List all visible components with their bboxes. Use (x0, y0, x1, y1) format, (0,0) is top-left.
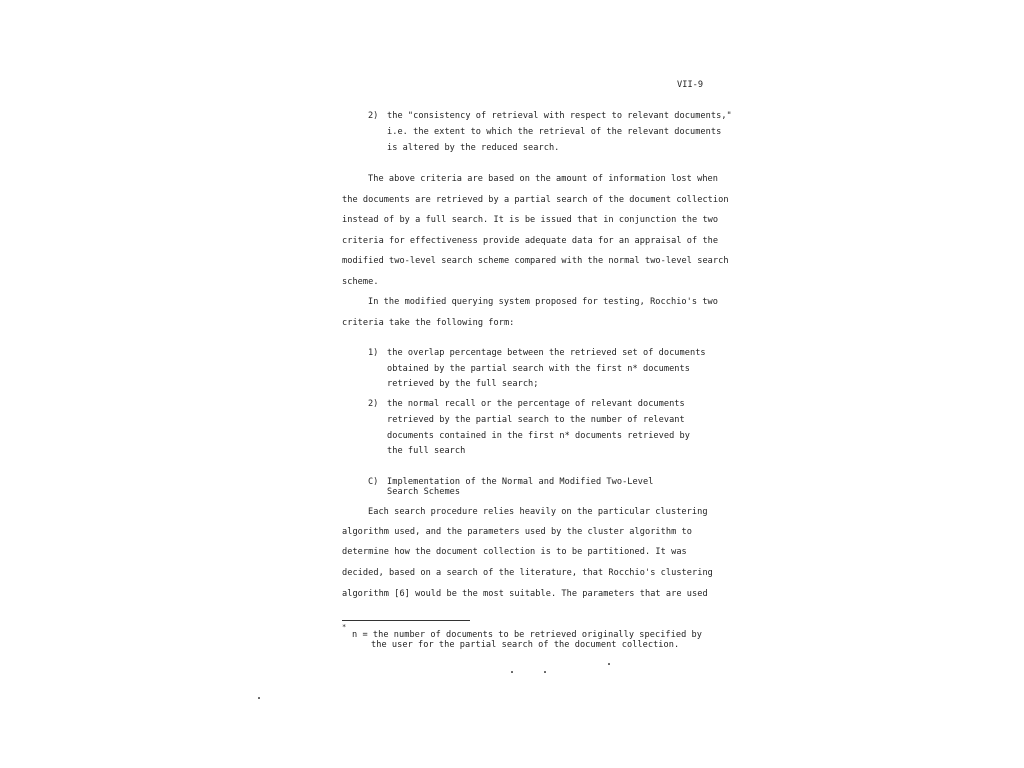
paragraph-line: criteria take the following form: (342, 318, 515, 328)
paragraph-line: modified two-level search scheme compared with the normal two-level search (342, 256, 729, 266)
paragraph-line: algorithm [6] would be the most suitable. The parameters that are used (342, 589, 708, 599)
scan-speck (258, 697, 260, 699)
paragraph-line: determine how the document collection is to be partitioned. It was (342, 547, 687, 557)
footnote-rule (342, 620, 470, 621)
section-title-line: Search Schemes (387, 487, 461, 497)
section-title-line: Implementation of the Normal and Modified Two-Level (387, 477, 654, 487)
list-item-line: the normal recall or the percentage of relevant documents (387, 399, 685, 409)
paragraph-line: The above criteria are based on the amount of information lost when (368, 174, 718, 184)
paragraph-line: Each search procedure relies heavily on the particular clustering (368, 507, 708, 517)
item-2-line: is altered by the reduced search. (387, 143, 560, 153)
scan-speck (544, 671, 546, 673)
item-2-line: the "consistency of retrieval with respect to relevant documents," (387, 111, 732, 121)
paragraph-line: instead of by a full search. It is be issued that in conjunction the two (342, 215, 719, 225)
page-number: VII-9 (677, 80, 704, 90)
list-item-2-number: 2) (368, 399, 379, 409)
paragraph-line: criteria for effectiveness provide adequate data for an appraisal of the (342, 236, 719, 246)
footnote-line: the user for the partial search of the document collection. (371, 640, 680, 650)
scan-speck (608, 663, 610, 665)
paragraph-line: decided, based on a search of the literature, that Rocchio's clustering (342, 568, 713, 578)
paragraph-line: the documents are retrieved by a partial search of the document collection (342, 195, 729, 205)
list-item-line: the full search (387, 446, 466, 456)
item-2-number: 2) (368, 111, 379, 121)
item-2-line: i.e. the extent to which the retrieval of the relevant documents (387, 127, 722, 137)
paragraph-line: In the modified querying system proposed for testing, Rocchio's two (368, 297, 718, 307)
footnote-marker: * (342, 623, 347, 631)
list-item-line: documents contained in the first n* documents retrieved by (387, 431, 690, 441)
paragraph-line: scheme. (342, 277, 379, 287)
list-item-line: retrieved by the partial search to the number of relevant (387, 415, 685, 425)
scan-speck (511, 671, 513, 673)
paragraph-line: algorithm used, and the parameters used by the cluster algorithm to (342, 527, 692, 537)
footnote-line: n = the number of documents to be retrieved originally specified by (352, 630, 702, 640)
list-item-line: obtained by the partial search with the first n* documents (387, 364, 690, 374)
list-item-line: the overlap percentage between the retrieved set of documents (387, 348, 706, 358)
section-number: C) (368, 477, 379, 487)
list-item-line: retrieved by the full search; (387, 379, 539, 389)
list-item-1-number: 1) (368, 348, 379, 358)
